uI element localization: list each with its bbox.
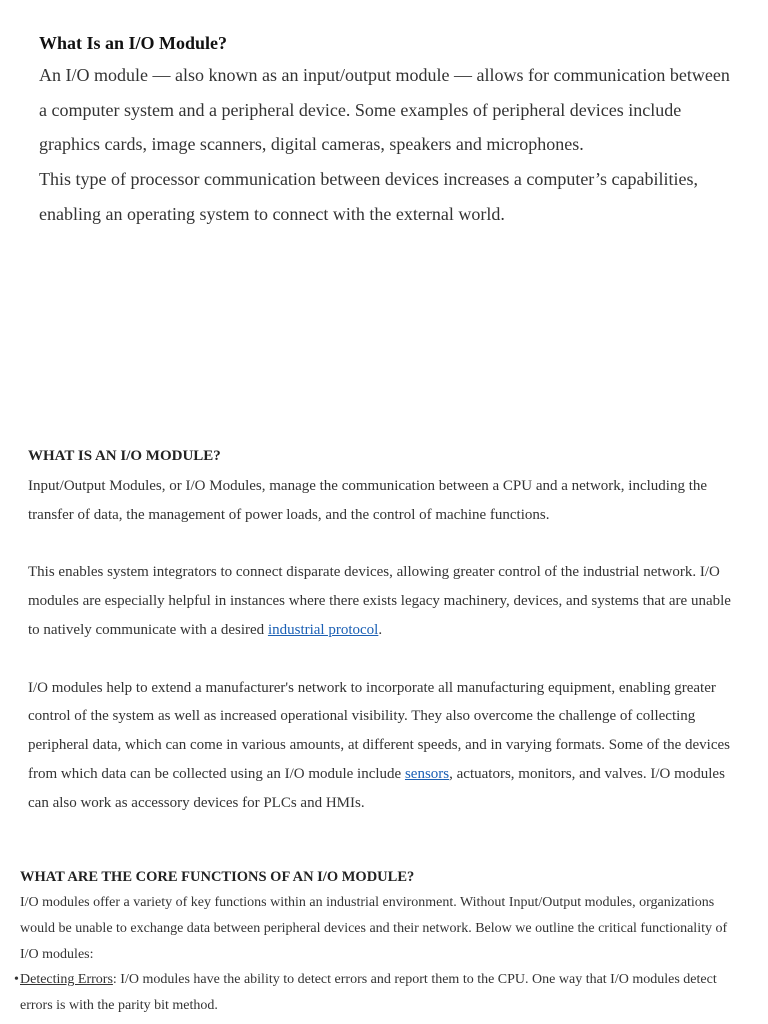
section-2-paragraph-3 [28,674,740,818]
section-2-paragraph-1: Input/Output Modules, or I/O Modules, manage the communication between a CPU and a network, including the transfer of data, the management of power loads, and the control of machine functions. [28,478,708,523]
bullet-marker: • [14,972,19,988]
bullet-term: Detecting Errors [20,972,113,988]
article-section-3 [14,866,740,1019]
industrial-protocol-link[interactable]: industrial protocol [267,621,379,638]
section-1-paragraph-2: This type of processor communication between devices increases a computer’s capabilities, enabling an operating system to connect with the external world. [39,169,698,224]
section-2-paragraph-3-end: , actuators, monitors, and valves. I/O modules can also work as accessory devices for PLCs and HMIs. [28,765,725,811]
section-2-paragraph-3-text: I/O modules help to extend a manufacturer's network to incorporate all manufacturing equipment, enabling greater control of the system as well as increased operational visibility. They also overcome the challenge of collecting peripheral data, which can come in various amounts, at different speeds, and in varying formats. Some of the devices from which data can be collected using an I/O module include [28,679,731,782]
article-section-1 [39,30,739,232]
bullet-item-detecting-errors [14,967,740,1019]
section-2-paragraph-2-end: . [378,621,383,638]
section-2-heading: WHAT IS AN I/O MODULE? [28,448,221,464]
article-section-2 [28,444,740,818]
bullet-text: : I/O modules have the ability to detect errors and report them to the CPU. One way that I/O modules detect errors is with the parity bit method. [20,972,717,1014]
section-2-paragraph-2-text: This enables system integrators to connect disparate devices, allowing greater control of the industrial network. I/O modules are especially helpful in instances where there exists legacy machinery, devices, and systems that are unable to natively communicate with a desired [28,564,731,638]
section-1-heading: What Is an I/O Module? [39,33,228,53]
section-3-paragraph-1: I/O modules offer a variety of key functions within an industrial environment. Without Input/Output modules, organizations would be unable to exchange data between peripheral devices and their network. Below we outline the critical functionality of I/O modules: [20,895,728,962]
section-3-heading: WHAT ARE THE CORE FUNCTIONS OF AN I/O MODULE? [20,869,415,885]
section-1-paragraph-1: An I/O module — also known as an input/output module — allows for communication between a computer system and a peripheral device. Some examples of peripheral devices include graphics cards, image scanners, digital cameras, speakers and microphones. [39,65,730,155]
section-2-paragraph-2 [28,558,740,644]
sensors-link[interactable]: sensors [404,765,450,782]
